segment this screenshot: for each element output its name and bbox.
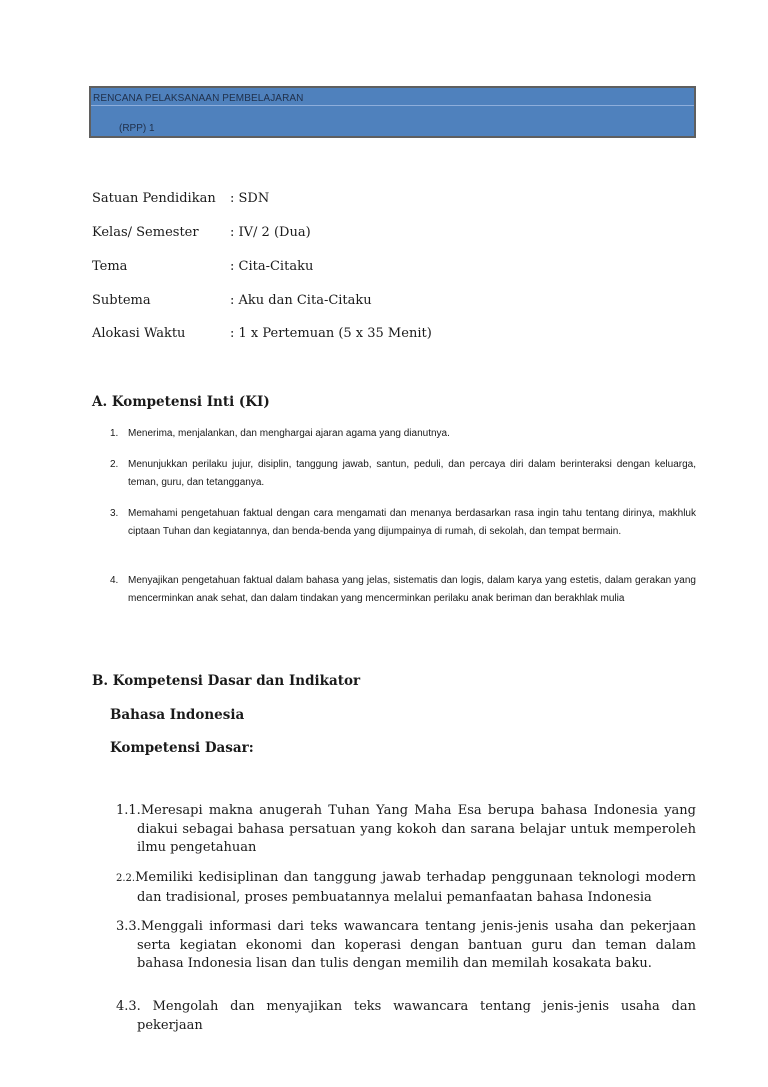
kd-list-item bbox=[116, 802, 696, 858]
identity-value: : 1 x Pertemuan (5 x 35 Menit) bbox=[230, 326, 432, 341]
kd-list-item bbox=[116, 869, 696, 907]
identity-value: : IV/ 2 (Dua) bbox=[230, 225, 311, 240]
header-divider bbox=[91, 105, 694, 106]
identity-label: Subtema bbox=[92, 293, 151, 308]
kd-text: Memiliki kedisiplinan dan tanggung jawab terhadap penggunaan teknologi modern dan tradisional, proses pembuatannya melalui pemanfaatan bahasa Indonesia bbox=[135, 870, 696, 905]
kd-heading: Kompetensi Dasar: bbox=[110, 740, 254, 756]
identity-label: Tema bbox=[92, 259, 128, 274]
kd-text: Menggali informasi dari teks wawancara tentang jenis-jenis usaha dan pekerjaan serta kegiatan ekonomi dan koperasi dengan bantuan guru dan teman dalam bahasa Indonesia lisan dan tulis dengan memilih dan memilah kosakata baku. bbox=[137, 919, 696, 971]
identity-label: Kelas/ Semester bbox=[92, 225, 199, 240]
ki-text: Memahami pengetahuan faktual dengan cara mengamati dan menanya berdasarkan rasa ingin tahu tentang dirinya, makhluk ciptaan Tuhan dan kegiatannya, dan benda-benda yang dijumpainya di rumah, di sekolah, dan tempat bermain. bbox=[128, 508, 696, 537]
ki-list-item bbox=[110, 456, 696, 492]
subject-heading: Bahasa Indonesia bbox=[110, 707, 245, 723]
ki-list-item bbox=[110, 572, 696, 608]
kd-number: 2.2. bbox=[116, 873, 136, 884]
identity-label: Alokasi Waktu bbox=[92, 326, 186, 341]
section-b-heading: B. Kompetensi Dasar dan Indikator bbox=[92, 673, 361, 689]
ki-list-item bbox=[110, 425, 696, 443]
ki-text: Menunjukkan perilaku jujur, disiplin, tanggung jawab, santun, peduli, dan percaya diri dalam berinteraksi dengan keluarga, teman, guru, dan tetangganya. bbox=[128, 459, 696, 488]
identity-value: : Aku dan Cita-Citaku bbox=[230, 293, 372, 308]
identity-label: Satuan Pendidikan bbox=[92, 191, 216, 206]
ki-text: Menerima, menjalankan, dan menghargai ajaran agama yang dianutnya. bbox=[128, 428, 450, 439]
kd-text: Mengolah dan menyajikan teks wawancara tentang jenis-jenis usaha dan pekerjaan bbox=[137, 999, 696, 1033]
document-title: RENCANA PELAKSANAAN PEMBELAJARAN bbox=[93, 93, 304, 104]
document-subtitle: (RPP) 1 bbox=[119, 123, 155, 134]
ki-number: 3. bbox=[110, 508, 119, 519]
kd-number: 4.3. bbox=[116, 999, 153, 1014]
kd-list-item bbox=[116, 998, 696, 1035]
ki-list-item bbox=[110, 505, 696, 541]
kd-text: Meresapi makna anugerah Tuhan Yang Maha Esa berupa bahasa Indonesia yang diakui sebagai bahasa persatuan yang kokoh dan sarana belajar untuk memperoleh ilmu pengetahuan bbox=[137, 803, 696, 855]
ki-text: Menyajikan pengetahuan faktual dalam bahasa yang jelas, sistematis dan logis, dalam karya yang estetis, dalam gerakan yang mencerminkan anak sehat, dan dalam tindakan yang mencerminkan perilaku anak beriman dan berakhlak mulia bbox=[128, 575, 696, 604]
ki-number: 2. bbox=[110, 459, 119, 470]
section-a-heading: A. Kompetensi Inti (KI) bbox=[92, 394, 270, 410]
kd-number: 3.3. bbox=[116, 919, 141, 934]
identity-value: : SDN bbox=[230, 191, 270, 206]
document-header-box bbox=[89, 86, 696, 138]
ki-number: 1. bbox=[110, 428, 119, 439]
identity-value: : Cita-Citaku bbox=[230, 259, 314, 274]
ki-number: 4. bbox=[110, 575, 119, 586]
kd-list-item bbox=[116, 918, 696, 974]
kd-number: 1.1. bbox=[116, 803, 141, 818]
